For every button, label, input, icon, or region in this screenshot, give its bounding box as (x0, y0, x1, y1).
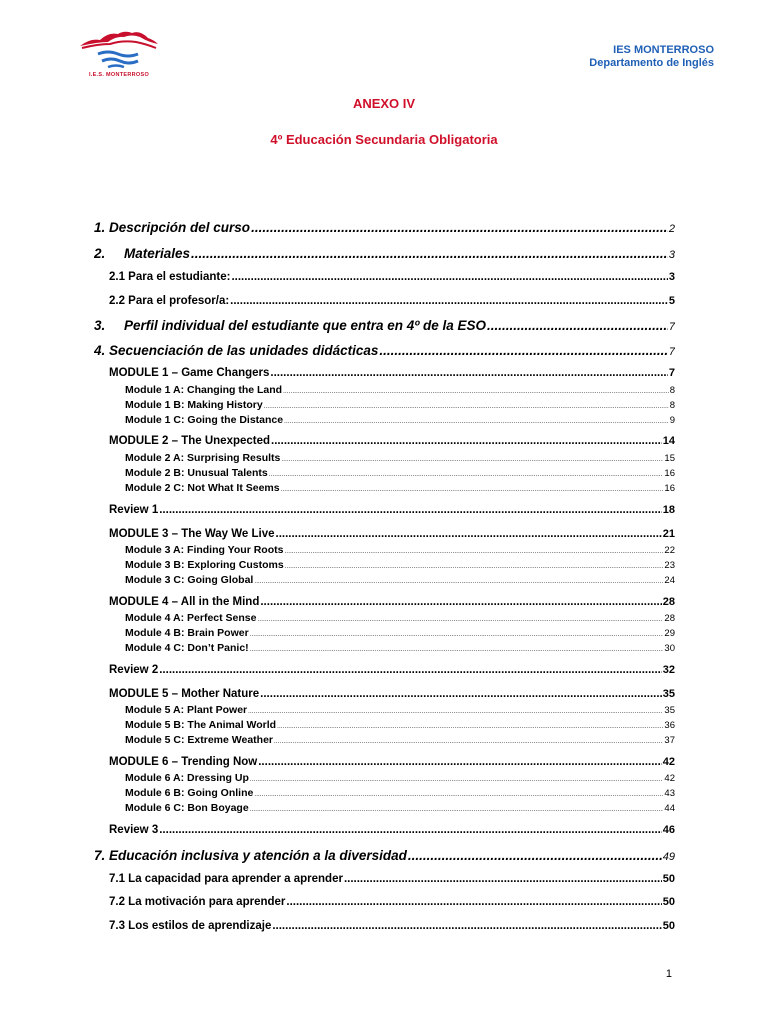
toc-leader (159, 824, 662, 836)
toc-entry[interactable] (109, 920, 675, 932)
toc-leader (281, 487, 664, 493)
toc-entry[interactable] (125, 772, 675, 784)
toc-entry-label: Module 3 A: Finding Your Roots (125, 544, 284, 556)
toc-leader (254, 579, 663, 585)
school-logo (78, 28, 160, 80)
toc-entry[interactable] (125, 719, 675, 731)
toc-entry-page: 22 (664, 545, 675, 556)
toc-entry-label: Module 2 C: Not What It Seems (125, 482, 280, 494)
toc-entry-page: 36 (664, 720, 675, 731)
school-name: IES MONTERROSO (613, 44, 714, 56)
toc-leader (258, 756, 662, 768)
toc-leader (260, 688, 662, 700)
toc-leader (231, 271, 667, 283)
toc-leader (257, 617, 663, 623)
toc-entry-label: 1. Descripción del curso (94, 220, 251, 235)
toc-entry-page: 18 (662, 504, 675, 516)
toc-entry-page: 16 (664, 468, 675, 479)
toc-entry[interactable] (125, 452, 675, 464)
toc-leader (274, 739, 663, 745)
toc-entry[interactable] (125, 734, 675, 746)
toc-entry-label: Module 1 C: Going the Distance (125, 414, 284, 426)
toc-entry-page: 49 (662, 851, 675, 863)
toc-leader (271, 435, 662, 447)
toc-entry[interactable] (94, 848, 675, 863)
toc-entry-label: Module 1 B: Making History (125, 399, 263, 411)
toc-entry[interactable] (125, 482, 675, 494)
toc-entry-label: MODULE 5 – Mother Nature (109, 688, 260, 700)
toc-entry-page: 24 (664, 575, 675, 586)
toc-entry-label: Module 2 A: Surprising Results (125, 452, 281, 464)
toc-entry[interactable] (125, 399, 675, 411)
toc-entry-page: 29 (664, 628, 675, 639)
toc-entry[interactable] (125, 384, 675, 396)
toc-entry-page: 7 (668, 367, 675, 379)
toc-entry-page: 3 (668, 249, 675, 261)
toc-leader (408, 848, 662, 863)
toc-entry-label: MODULE 6 – Trending Now (109, 756, 258, 768)
toc-entry-label: 4. Secuenciación de las unidades didácticas (94, 343, 379, 358)
toc-leader (264, 404, 669, 410)
toc-entry-page: 2 (668, 223, 675, 235)
toc-entry[interactable] (109, 688, 675, 700)
toc-leader (286, 896, 661, 908)
toc-leader (344, 873, 662, 885)
toc-entry-label: 7.3 Los estilos de aprendizaje (109, 920, 272, 932)
toc-entry-page: 7 (668, 321, 675, 333)
toc-entry[interactable] (94, 220, 675, 235)
toc-entry-label: Module 4 B: Brain Power (125, 627, 249, 639)
toc-entry-page: 46 (662, 824, 675, 836)
toc-entry-label: Module 4 A: Perfect Sense (125, 612, 257, 624)
toc-entry-page: 21 (662, 528, 675, 540)
toc-entry-label: MODULE 4 – All in the Mind (109, 596, 260, 608)
toc-entry[interactable] (125, 574, 675, 586)
toc-entry[interactable] (109, 873, 675, 885)
toc-entry[interactable] (109, 367, 675, 379)
toc-entry-label: Materiales (124, 246, 191, 261)
toc-leader (191, 246, 668, 261)
toc-entry-page: 42 (662, 756, 675, 768)
toc-leader (281, 457, 663, 463)
toc-leader (487, 318, 668, 333)
toc-leader (272, 920, 661, 932)
toc-leader (283, 389, 669, 395)
toc-entry-page: 30 (664, 643, 675, 654)
toc-entry[interactable] (94, 246, 675, 261)
mountain-wave-logo-icon (78, 28, 160, 72)
toc-entry-label: Module 5 B: The Animal World (125, 719, 277, 731)
toc-leader (285, 564, 664, 570)
toc-entry-label: Module 6 B: Going Online (125, 787, 254, 799)
toc-leader (277, 724, 663, 730)
department-name: Departamento de Inglés (589, 57, 714, 69)
toc-entry-page: 44 (664, 803, 675, 814)
toc-leader (159, 664, 662, 676)
toc-entry[interactable] (109, 295, 675, 307)
toc-entry-page: 50 (662, 896, 675, 908)
toc-entry-page: 8 (669, 400, 675, 411)
toc-entry-label: 2.1 Para el estudiante: (109, 271, 231, 283)
toc-entry-label: Review 3 (109, 824, 159, 836)
toc-entry[interactable] (109, 271, 675, 283)
toc-entry-page: 23 (664, 560, 675, 571)
toc-entry-label: Perfil individual del estudiante que entra en 4º de la ESO (124, 318, 487, 333)
toc-entry[interactable] (109, 435, 675, 447)
toc-entry-number: 2. (94, 246, 106, 261)
toc-entry-page: 35 (664, 705, 675, 716)
toc-leader (276, 528, 662, 540)
toc-entry[interactable] (125, 704, 675, 716)
toc-entry-label: Module 1 A: Changing the Land (125, 384, 283, 396)
logo-caption: I.E.S. MONTERROSO (88, 72, 150, 78)
toc-entry-page: 35 (662, 688, 675, 700)
toc-entry-label: Module 5 A: Plant Power (125, 704, 248, 716)
toc-entry[interactable] (109, 596, 675, 608)
toc-entry-label: MODULE 3 – The Way We Live (109, 528, 275, 540)
toc-entry-label: Review 2 (109, 664, 159, 676)
toc-entry-label: 7.1 La capacidad para aprender a aprender (109, 873, 343, 885)
toc-entry[interactable] (125, 559, 675, 571)
toc-entry[interactable] (125, 544, 675, 556)
toc-entry-page: 28 (664, 613, 675, 624)
header-institution (589, 44, 714, 70)
toc-leader (260, 596, 661, 608)
toc-entry[interactable] (125, 414, 675, 426)
toc-entry-label: Review 1 (109, 504, 159, 516)
toc-entry-label: Module 3 C: Going Global (125, 574, 254, 586)
toc-leader (250, 632, 664, 638)
toc-entry-page: 50 (662, 873, 675, 885)
toc-entry[interactable] (109, 664, 675, 676)
toc-entry-page: 3 (668, 271, 675, 283)
toc-leader (254, 792, 663, 798)
toc-entry-page: 43 (664, 788, 675, 799)
toc-entry[interactable] (94, 318, 675, 333)
toc-entry-page: 28 (662, 596, 675, 608)
toc-entry[interactable] (94, 343, 675, 358)
page-number: 1 (665, 968, 672, 980)
toc-entry-number: 3. (94, 318, 106, 333)
toc-leader (250, 777, 664, 783)
document-title: ANEXO IV (352, 96, 416, 111)
toc-entry-label: 7. Educación inclusiva y atención a la diversidad (94, 848, 407, 863)
toc-entry[interactable] (125, 627, 675, 639)
toc-entry[interactable] (125, 612, 675, 624)
toc-leader (270, 367, 667, 379)
toc-entry-label: Module 3 B: Exploring Customs (125, 559, 284, 571)
toc-leader (251, 220, 668, 235)
toc-entry[interactable] (125, 787, 675, 799)
toc-leader (230, 295, 668, 307)
toc-entry-page: 15 (664, 453, 675, 464)
document-subtitle: 4º Educación Secundaria Obligatoria (270, 132, 498, 147)
toc-entry[interactable] (109, 896, 675, 908)
toc-entry-page: 7 (668, 346, 675, 358)
toc-entry-label: Module 5 C: Extreme Weather (125, 734, 274, 746)
toc-entry-page: 32 (662, 664, 675, 676)
toc-entry-label: Module 4 C: Don’t Panic! (125, 642, 249, 654)
toc-entry-page: 14 (662, 435, 675, 447)
toc-entry[interactable] (109, 504, 675, 516)
toc-entry-label: 2.2 Para el profesor/a: (109, 295, 230, 307)
toc-entry-label: MODULE 1 – Game Changers (109, 367, 270, 379)
toc-leader (159, 504, 662, 516)
toc-entry-page: 42 (664, 773, 675, 784)
toc-entry-label: Module 2 B: Unusual Talents (125, 467, 268, 479)
toc-entry-page: 5 (668, 295, 675, 307)
toc-leader (269, 472, 664, 478)
toc-entry-label: Module 6 A: Dressing Up (125, 772, 249, 784)
toc-entry[interactable] (125, 467, 675, 479)
toc-entry-page: 50 (662, 920, 675, 932)
toc-entry-page: 37 (664, 735, 675, 746)
toc-entry[interactable] (109, 528, 675, 540)
toc-entry[interactable] (109, 824, 675, 836)
toc-entry[interactable] (125, 802, 675, 814)
toc-entry-label: 7.2 La motivación para aprender (109, 896, 286, 908)
toc-leader (250, 807, 664, 813)
toc-entry[interactable] (109, 756, 675, 768)
toc-leader (284, 419, 669, 425)
toc-entry-label: MODULE 2 – The Unexpected (109, 435, 271, 447)
toc-entry-page: 8 (669, 385, 675, 396)
toc-entry-page: 9 (669, 415, 675, 426)
toc-entry-label: Module 6 C: Bon Boyage (125, 802, 249, 814)
toc-entry[interactable] (125, 642, 675, 654)
toc-entry-page: 16 (664, 483, 675, 494)
toc-leader (379, 343, 668, 358)
toc-leader (250, 647, 664, 653)
toc-leader (248, 709, 663, 715)
toc-leader (284, 549, 663, 555)
